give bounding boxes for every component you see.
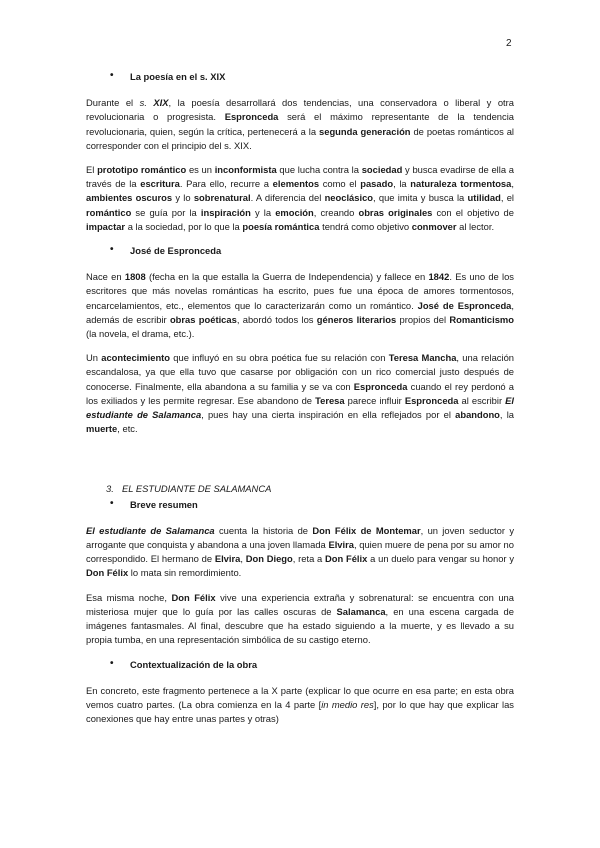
text-run: , pues hay una cierta inspiración en ella reflejados por el [201,409,456,421]
text-run: tendrá como objetivo [319,220,412,232]
text-run: como el [319,178,361,190]
text-run: , una relación escandalosa, ya que ella tuvo que casarse por obligación con un rico comercial justo después de conocerse. Finalmente, ella abandona a su familia y se va con [86,352,515,392]
text-run: a la sociedad, por lo que la [125,220,243,232]
text-run: utilidad [467,192,501,204]
text-run: , el [500,192,515,204]
text-run: que lucha contra la [276,164,362,176]
text-run: , la [499,409,515,421]
text-run: Teresa [315,394,345,406]
text-run: 1808 [124,271,146,283]
text-run: XIX [153,97,169,109]
text-run: obras poéticas [169,313,237,325]
text-run: Esproncedа [404,394,459,406]
text-run: Esa misma noche, [86,591,172,603]
text-run: parece influir [344,394,405,406]
text-run: El estudiante de Salamanca [86,524,215,536]
text-run: cuenta la historia de [214,524,313,536]
text-run: Espronceda [353,380,408,392]
heading-espronceda: • José de Espronceda [86,244,514,258]
text-run: in medio res [321,698,374,710]
text-run: muerte [86,423,118,435]
text-run: Don Félix [325,553,368,565]
text-run: propios del [396,313,450,325]
paragraph [86,684,514,727]
text-run: s. [139,97,154,109]
text-run: inspiración [200,206,251,218]
text-run: , un joven seductor y arrogante que conquista y abandona a una joven llamada [86,524,515,551]
text-run: , que imita y busca la [373,192,468,204]
text-run: de poetas románticos al corresponder con el principio del s. XIX. [86,125,515,151]
text-run: ambientes oscuros [86,192,173,204]
text-run: inconformista [214,164,277,176]
text-run: 1842 [428,271,450,283]
text-run: y lo [172,192,194,204]
text-run: segunda generación [319,125,411,137]
text-run: al escribir [458,394,506,406]
section-title [86,482,514,496]
text-run: (la novela, el drama, etc.). [86,328,195,340]
paragraph [86,96,514,153]
text-run: Durante el [86,97,140,109]
text-run: (fecha en la que estalla la Guerra de Independencia) y fallece en [145,271,429,283]
text-run: , la [393,178,411,190]
document-body [86,70,514,736]
text-run: es un [186,164,215,176]
text-run: a un duelo para vengar su honor y [367,553,515,565]
text-run: y la [250,206,276,218]
paragraph [86,270,514,341]
text-run: , quien muere de pena por su amor no correspondido. El hermano de [86,539,514,565]
text-run: Nace en [86,271,125,283]
heading-poesia: • La poesía en el s. XIX [86,70,514,84]
text-run: Romanticismo [449,313,514,325]
text-run: Elvira [328,539,354,551]
text-run: El [86,164,98,176]
text-run: lo mata sin remordimiento. [128,567,242,579]
text-run: . Es uno de los escritores que más novelas románticas ha escrito, pues fue una época de amores tormentosos, encarcelamientos, etc., elementos que lo caracterizarán como un romántico. [86,271,514,311]
text-run: obras originales [358,206,433,218]
text-run: se guía por la [131,206,201,218]
text-run: al lector. [456,220,495,232]
text-run: , además de escribir [86,299,514,325]
text-run: poesía romántica [242,220,320,232]
paragraph [86,351,514,436]
text-run: que influyó en su obra poética fue su relación con [170,352,389,364]
text-run: Espronceda [224,111,279,123]
text-run: abandono [455,409,500,421]
text-run: , la poesía desarrollará dos tendencias, una conservadora o liberal y otra revolucionaria o progresista. [86,97,514,123]
text-run: , en una escena cargada de imágenes fantasmales. Al final, descubre que ha estado siguiendo a la muerte, y es llevado a su propia tumba, en una representación simbólica de su castigo eterno. [86,605,514,646]
text-run: . Para ello, recurre a [179,178,273,190]
text-run: Don Félix de Montemar [312,524,421,536]
text-run: Teresa Mancha [388,352,457,364]
text-run: prototipo romántico [97,164,187,176]
text-run: escritura [140,178,180,190]
text-run: impactar [86,220,126,232]
text-run: En concreto, este fragmento pertenece a la X parte (explicar lo que ocurre en esa parte; en esta obra vemos cuatro partes. (La obra comienza en la 4 parte [ [86,684,514,710]
section-title-text: EL ESTUDIANTE DE SALAMANCA [122,483,272,495]
text-run: naturaleza tormentosa [410,178,512,190]
text-run: El estudiante de Salamanca [86,394,514,421]
text-run: cuando el rey perdonó a los exiliados y les permite regresar. Ese abandono de [86,380,514,406]
text-run: será el máximo representante de la tendencia revolucionaria, quien, según la crítica, pertenecerá a la [86,111,514,137]
text-run: , [511,178,514,190]
text-run: ], por lo que hay que explicar las conexiones que hay entre unas partes y otras) [86,698,514,725]
text-run: y busca evadirse de ella a través de la [86,164,514,190]
text-run: Don Félix [171,591,216,603]
text-run: sociedad [361,164,403,176]
text-run: , etc. [117,423,138,435]
text-run: , [240,553,246,565]
paragraph [86,591,514,648]
text-run: Elvira [214,553,241,565]
text-run: géneros literarios [316,313,397,325]
page-number: 2 [506,38,512,49]
heading-resumen: • Breve resumen [86,498,514,512]
text-run: Un [86,352,102,364]
text-run: , creando [313,206,359,218]
text-run: conmover [411,220,457,232]
heading-contexto: • Contextualización de la obra [86,658,514,672]
text-run: romántico [86,206,132,218]
text-run: , abordó todos los [236,313,317,325]
text-run: acontecimiento [101,352,171,364]
text-run: con el objetivo de [432,206,514,218]
text-run: Salamanca [336,605,386,617]
text-run: pasado [360,178,394,190]
text-run: . A diferencia del [250,192,325,204]
paragraph [86,524,514,581]
text-run: neoclásico [324,192,374,204]
text-run: , reta a [292,553,326,565]
paragraph [86,163,514,234]
text-run: emoción [275,206,314,218]
text-run: vive una experiencia extraña y sobrenatural: se encuentra con una misteriosa mujer que lo guía por las calles oscuras de [86,591,514,617]
text-run: sobrenatural [193,192,251,204]
text-run: Don Diego [245,553,293,565]
text-run: Don Félix [86,567,129,579]
text-run: José de Espronceda [417,299,512,311]
text-run: elementos [272,178,320,190]
section-number: 3. [106,483,114,495]
